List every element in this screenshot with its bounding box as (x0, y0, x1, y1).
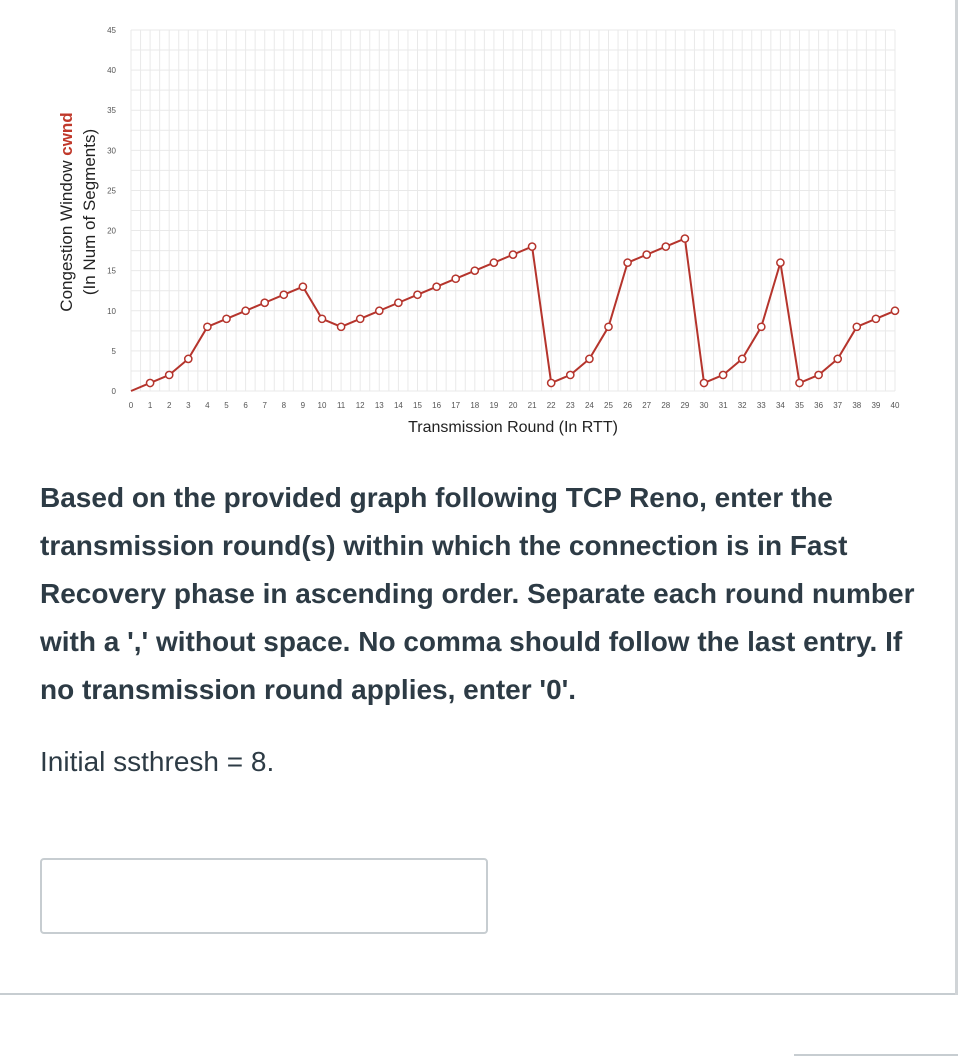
divider (0, 993, 956, 995)
x-tick-label: 10 (317, 401, 327, 410)
data-point (796, 379, 803, 386)
x-tick-label: 25 (604, 401, 613, 410)
x-tick-label: 32 (737, 401, 747, 410)
data-point (338, 323, 345, 330)
data-point (872, 315, 879, 322)
data-point (853, 323, 860, 330)
data-point (414, 291, 421, 298)
y-axis-label-sub (80, 129, 99, 295)
x-tick-label: 15 (413, 401, 422, 410)
x-tick-label: 31 (718, 401, 728, 410)
x-tick-label: 8 (281, 401, 287, 410)
data-point (318, 315, 325, 322)
x-tick-label: 21 (527, 401, 537, 410)
x-tick-label: 33 (756, 401, 766, 410)
x-tick-labels (129, 401, 900, 410)
y-axis-label (57, 112, 76, 311)
y-tick-label: 15 (107, 266, 116, 276)
footer-edge (794, 1054, 958, 1056)
x-tick-label: 22 (546, 401, 556, 410)
x-tick-label: 5 (224, 401, 229, 410)
x-tick-label: 38 (852, 401, 862, 410)
y-tick-label: 20 (107, 226, 116, 236)
data-point (624, 259, 631, 266)
x-tick-label: 7 (262, 401, 267, 410)
svg-text:Congestion Window cwnd (57, 112, 76, 311)
data-point (529, 243, 536, 250)
data-point (166, 371, 173, 378)
data-point (395, 299, 402, 306)
y-axis-label-prefix: Congestion Window (57, 155, 76, 312)
y-axis-label-line2: (In Num of Segments) (80, 128, 99, 296)
y-axis-label-emphasis: cwnd (57, 112, 76, 156)
x-tick-label: 17 (451, 401, 461, 410)
x-tick-label: 0 (128, 401, 134, 410)
data-point (567, 371, 574, 378)
data-point (662, 243, 669, 250)
x-tick-label: 3 (186, 401, 191, 410)
x-tick-label: 24 (584, 401, 594, 410)
x-tick-label: 1 (147, 401, 153, 410)
x-tick-label: 30 (699, 401, 709, 410)
x-tick-label: 16 (432, 401, 442, 410)
data-point (147, 379, 154, 386)
ssthresh-note: Initial ssthresh = 8. (40, 746, 275, 777)
data-point (299, 283, 306, 290)
y-tick-label: 45 (107, 26, 116, 35)
data-point (471, 267, 478, 274)
data-point (720, 371, 727, 378)
x-tick-label: 2 (166, 401, 172, 410)
data-point (586, 355, 593, 362)
x-axis-label: Transmission Round (In RTT) (408, 419, 618, 436)
data-point (739, 355, 746, 362)
y-tick-label: 25 (107, 186, 116, 196)
data-point (204, 323, 211, 330)
data-point (834, 355, 841, 362)
data-point (700, 379, 707, 386)
question-text (40, 474, 920, 714)
data-point (777, 259, 784, 266)
x-tick-label: 19 (489, 401, 499, 410)
x-tick-label: 28 (661, 401, 671, 410)
data-point (357, 315, 364, 322)
y-tick-label: 30 (107, 146, 116, 156)
question-paragraph: Based on the provided graph following TCP Reno, enter the transmission round(s) within which the connection is in Fast Recovery phase in ascending order. Separate each round number with a ',' without space. No comma should follow the last entry. If no transmission round applies, enter '0'. (40, 482, 915, 705)
data-point (223, 315, 230, 322)
x-tick-label: 13 (374, 401, 384, 410)
data-point (643, 251, 650, 258)
x-tick-label: 37 (833, 401, 843, 410)
x-tick-label: 9 (300, 401, 306, 410)
x-tick-label: 11 (336, 401, 346, 410)
x-tick-label: 36 (814, 401, 824, 410)
x-tick-label: 23 (565, 401, 575, 410)
y-tick-label: 5 (111, 346, 116, 356)
data-point (681, 235, 688, 242)
data-point (758, 323, 765, 330)
data-point (548, 379, 555, 386)
y-tick-label: 40 (107, 66, 116, 76)
x-tick-label: 27 (642, 401, 652, 410)
x-tick-label: 34 (775, 401, 785, 410)
x-tick-label: 35 (795, 401, 804, 410)
data-point (509, 251, 516, 258)
data-point (242, 307, 249, 314)
data-point (815, 371, 822, 378)
grid (131, 30, 895, 391)
data-point (261, 299, 268, 306)
y-tick-label: 10 (107, 306, 116, 316)
y-tick-label: 0 (111, 387, 116, 396)
x-tick-label: 26 (623, 401, 633, 410)
x-tick-label: 6 (243, 401, 248, 410)
data-point (280, 291, 287, 298)
data-point (376, 307, 383, 314)
chart-svg (0, 0, 958, 450)
y-tick-label: 35 (107, 106, 116, 116)
x-tick-label: 39 (871, 401, 881, 410)
data-point (185, 355, 192, 362)
answer-input[interactable] (40, 858, 488, 934)
data-point (605, 323, 612, 330)
data-point (452, 275, 459, 282)
cwnd-chart (0, 0, 958, 450)
x-tick-label: 29 (680, 401, 690, 410)
data-point (490, 259, 497, 266)
data-point (891, 307, 898, 314)
y-tick-labels (107, 26, 116, 396)
x-tick-label: 12 (355, 401, 365, 410)
x-tick-label: 18 (470, 401, 480, 410)
x-tick-label: 4 (205, 401, 210, 410)
data-point (433, 283, 440, 290)
x-tick-label: 20 (508, 401, 518, 410)
x-tick-label: 40 (890, 401, 900, 410)
x-tick-label: 14 (393, 401, 403, 410)
